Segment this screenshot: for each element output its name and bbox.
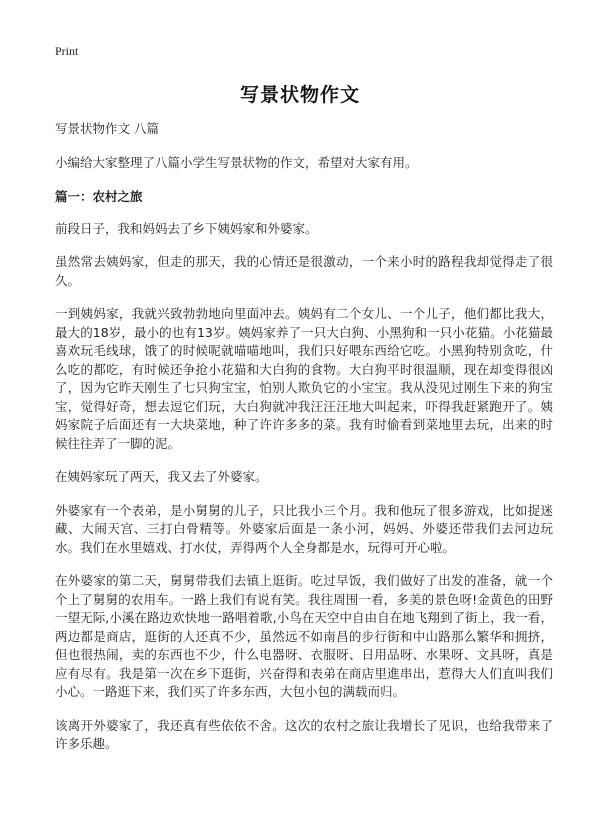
paragraph-6: 在外婆家的第二天，舅舅带我们去镇上逛街。吃过早饭，我们做好了出发的准备，就一个个上了舅舅的农用车。一路上我们有说有笑。我往周围一看，多美的景色呀!金黄色的田野一望无际,小溪在路边欢快地一路唱着歌,小鸟在天空中自由自在地飞翔到了街上，我一看，两边都是商店，逛街的人还真不少，虽然远不如南昌的步行街和中山路那么繁华和拥挤，但也很热闹，卖的东西也不少，什么电器呀、衣服呀、日用品呀、水果呀、文具呀，真是应有尽有。我是第一次在乡下逛街，兴奋得和表弟在商店里進串出，惹得大人们直叫我们小心。一路逛下来，我们买了许多东西，大包小包的满载而归。 [55, 573, 553, 699]
paragraph-5: 外婆家有一个表弟，是小舅舅的儿子，只比我小三个月。我和他玩了很多游戏，比如捉迷藏、大闹天宫、三打白骨精等。外婆家后面是一条小河，妈妈、外婆还带我们去河边玩水。我们在水里嬉戏、打水仗，弄得两个人全身都是水，玩得可开心啦。 [55, 502, 553, 555]
paragraph-1: 前段日子，我和妈妈去了乡下姨妈家和外婆家。 [55, 220, 318, 236]
paragraph-7: 该离开外婆家了，我还真有些依依不舍。这次的农村之旅让我增长了见识，也给我带来了许多乐趣。 [55, 717, 553, 751]
section-heading: 篇一：农村之旅 [55, 188, 143, 204]
article-subtitle: 写景状物作文 八篇 [55, 121, 159, 136]
article-body [55, 120, 553, 769]
paragraph-2: 虽然常去姨妈家，但走的那天，我的心情还是很激动，一个来小时的路程我却觉得走了很久。 [55, 254, 553, 288]
print-link[interactable]: Print [55, 44, 79, 58]
paragraph-3: 一到姨妈家，我就兴致勃勃地向里面冲去。姨妈有二个女儿、一个儿子，他们都比我大，最大的18岁，最小的也有13岁。姨妈家养了一只大白狗、小黑狗和一只小花猫。小花猫最喜欢玩毛线球，饿了的时候呢就喵喵地叫，我们只好喂东西给它吃。小黑狗特别贪吃，什么吃的都吃，有时候还争抢小花猫和大白狗的食物。大白狗平时很温顺，现在却变得很凶了，因为它昨天刚生了七只狗宝宝，怕别人欺负它的小宝宝。我从没见过刚生下来的狗宝宝，觉得好奇，想去逗它们玩，大白狗就冲我汪汪汪地大叫起来，吓得我赶紧跑开了。姨妈家院子后面还有一大块菜地，种了许许多多的菜。我有时偷看到菜地里去玩，出来的时候往往弄了一脚的泥。 [55, 306, 553, 451]
intro-paragraph: 小编给大家整理了八篇小学生写景状物的作文，希望对大家有用。 [55, 155, 418, 170]
page-title: 写景状物作文 [239, 84, 360, 106]
paragraph-4: 在姨妈家玩了两天，我又去了外婆家。 [55, 469, 268, 484]
